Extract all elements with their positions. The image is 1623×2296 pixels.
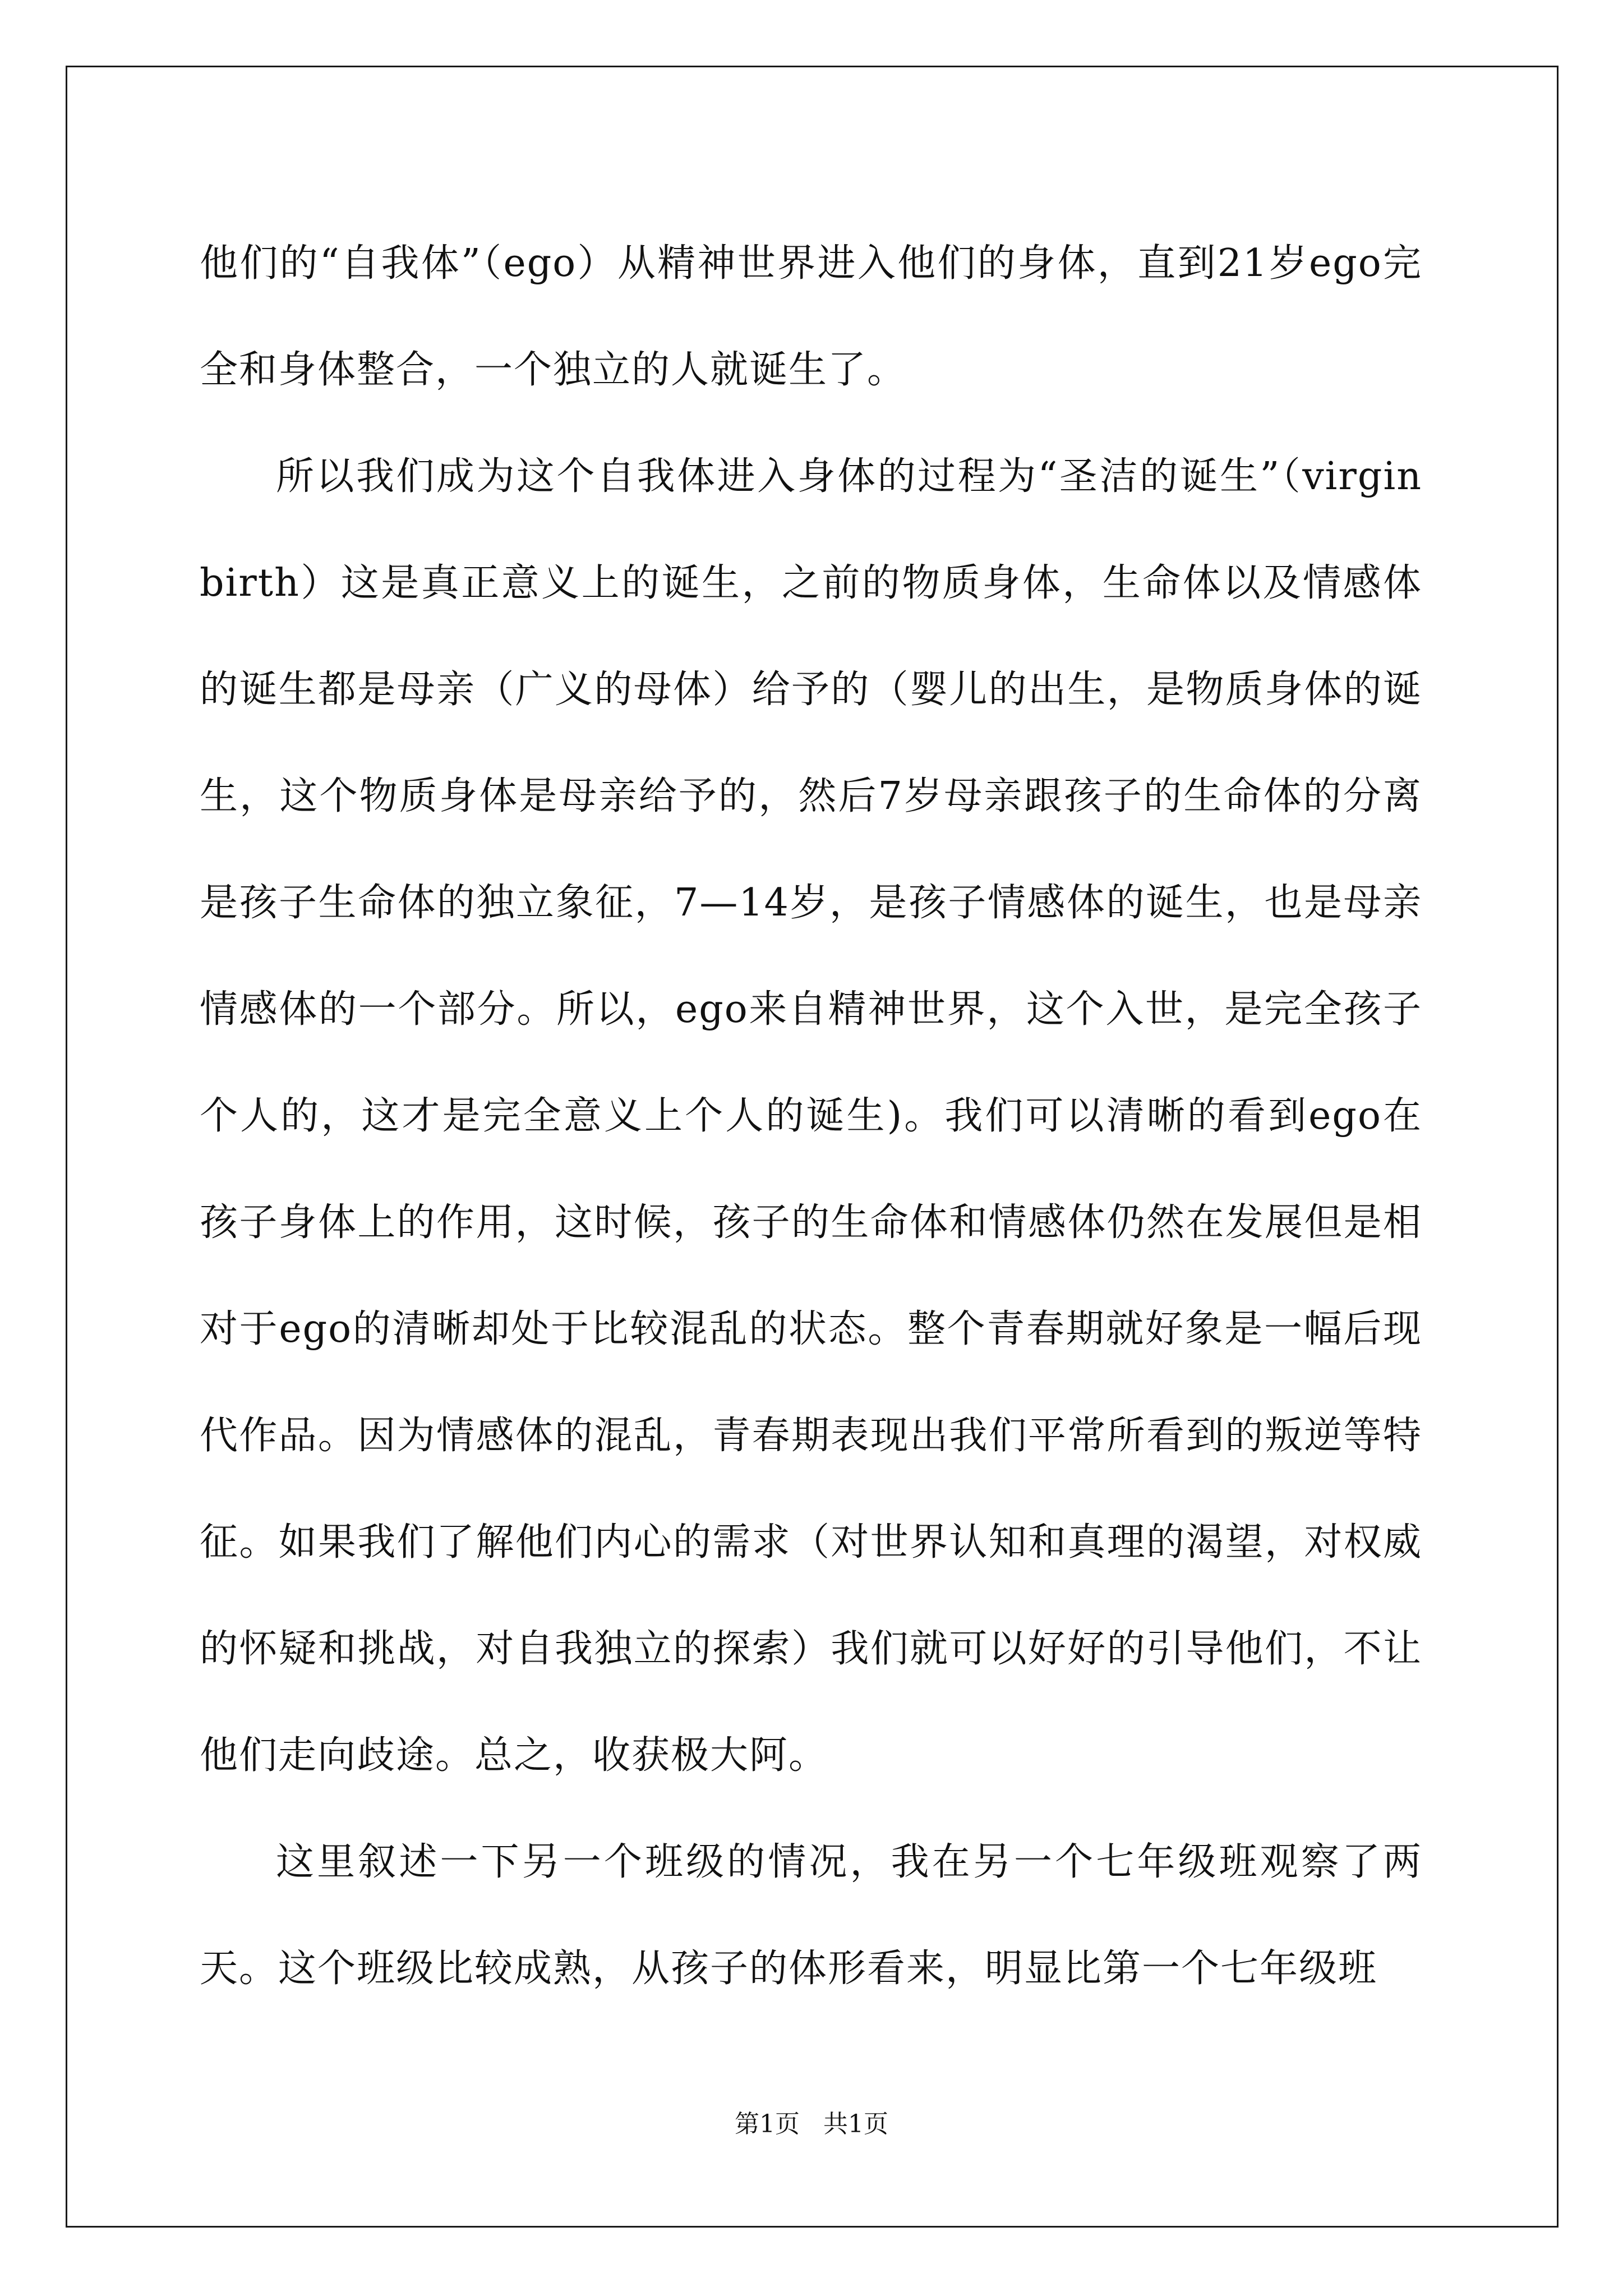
document-body <box>200 210 1422 2022</box>
page-footer: 第1页 共1页 <box>735 2110 888 2138</box>
paragraph-1: 他们的“自我体”（ego）从精神世界进入他们的身体，直到21岁ego完全和身体整合，一个独立的人就诞生了。 <box>200 241 1422 392</box>
paragraph-2: 所以我们成为这个自我体进入身体的过程为“圣洁的诞生”（virgin birth）这是真正意义上的诞生，之前的物质身体，生命体以及情感体的诞生都是母亲（广义的母体）给予的（婴儿的出生，是物质身体的诞生，这个物质身体是母亲给予的，然后7岁母亲跟孩子的生命体的分离是孩子生命体的独立象征，7—14岁，是孩子情感体的诞生，也是母亲情感体的一个部分。所以，ego来自精神世界，这个入世，是完全孩子个人的，这才是完全意义上个人的诞生)。我们可以清晰的看到ego在孩子身体上的作用，这时候，孩子的生命体和情感体仍然在发展但是相对于ego的清晰却处于比较混乱的状态。整个青春期就好象是一幅后现代作品。因为情感体的混乱，青春期表现出我们平常所看到的叛逆等特征。如果我们了解他们内心的需求（对世界认知和真理的渴望，对权威的怀疑和挑战，对自我独立的探索）我们就可以好好的引导他们，不让他们走向歧途。总之，收获极大阿。 <box>200 454 1422 1778</box>
paragraph-3: 这里叙述一下另一个班级的情况，我在另一个七年级班观察了两天。这个班级比较成熟，从孩子的体形看来，明显比第一个七年级班 <box>200 1840 1422 1991</box>
